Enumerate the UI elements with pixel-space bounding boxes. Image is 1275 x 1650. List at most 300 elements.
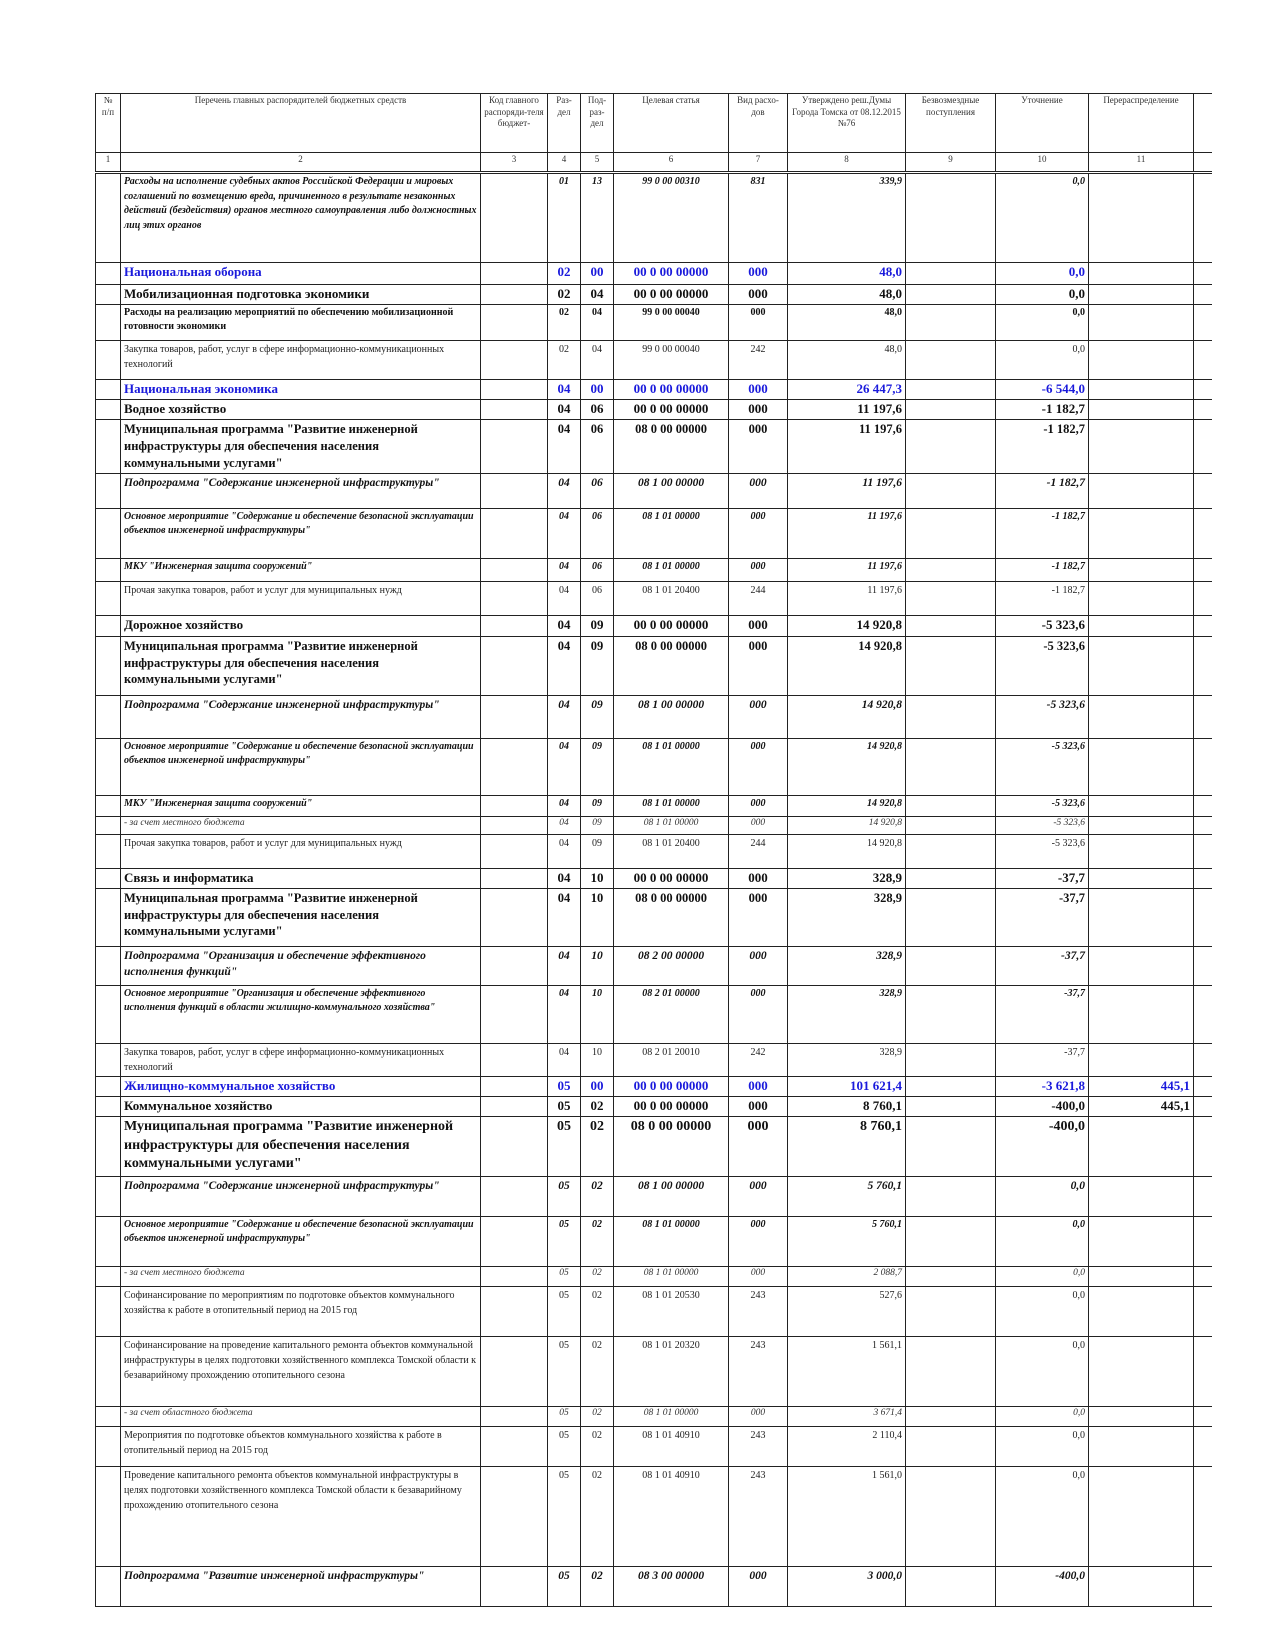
manager-code — [481, 581, 548, 615]
refinement-amount: 0,0 — [996, 173, 1089, 263]
extra-column — [1194, 1286, 1213, 1336]
row-name: Связь и информатика — [121, 868, 481, 888]
row-name: Подпрограмма "Содержание инженерной инфраструктуры" — [121, 1176, 481, 1216]
redistribution-amount — [1089, 1043, 1194, 1076]
target-article: 08 3 00 00000 — [614, 1566, 729, 1606]
row-index — [96, 285, 121, 305]
extra-column — [1194, 888, 1213, 946]
redistribution-amount — [1089, 946, 1194, 985]
target-article: 08 1 01 00000 — [614, 816, 729, 834]
extra-column — [1194, 1466, 1213, 1566]
manager-code — [481, 1406, 548, 1426]
row-name: - за счет областного бюджета — [121, 1406, 481, 1426]
approved-amount: 11 197,6 — [788, 558, 906, 581]
column-header: Целевая статья — [614, 94, 729, 153]
section-code: 05 — [548, 1406, 581, 1426]
manager-code — [481, 946, 548, 985]
manager-code — [481, 173, 548, 263]
grants-amount — [906, 380, 996, 400]
row-name: Подпрограмма "Содержание инженерной инфраструктуры" — [121, 695, 481, 738]
row-index — [96, 888, 121, 946]
row-name: Подпрограмма "Развитие инженерной инфраструктуры" — [121, 1566, 481, 1606]
refinement-amount: -1 182,7 — [996, 400, 1089, 420]
subsection-code: 00 — [581, 1076, 614, 1096]
approved-amount: 14 920,8 — [788, 834, 906, 868]
redistribution-amount — [1089, 1566, 1194, 1606]
expense-type: 000 — [729, 263, 788, 285]
approved-amount: 2 110,4 — [788, 1426, 906, 1466]
table-row — [96, 1566, 1213, 1606]
target-article: 08 0 00 00000 — [614, 636, 729, 695]
subsection-code: 02 — [581, 1266, 614, 1286]
row-name: МКУ "Инженерная защита сооружений" — [121, 795, 481, 816]
extra-column — [1194, 1216, 1213, 1266]
subsection-code: 09 — [581, 816, 614, 834]
table-row — [96, 1426, 1213, 1466]
target-article: 08 0 00 00000 — [614, 1116, 729, 1176]
row-index — [96, 380, 121, 400]
redistribution-amount — [1089, 1116, 1194, 1176]
target-article: 08 0 00 00000 — [614, 420, 729, 474]
row-index — [96, 1043, 121, 1076]
approved-amount: 3 000,0 — [788, 1566, 906, 1606]
table-row — [96, 1116, 1213, 1176]
column-header: Утверждено реш.Думы Города Томска от 08.12.2015 №76 — [788, 94, 906, 153]
manager-code — [481, 558, 548, 581]
refinement-amount: 0,0 — [996, 263, 1089, 285]
grants-amount — [906, 1176, 996, 1216]
expense-type: 000 — [729, 636, 788, 695]
expense-type: 242 — [729, 341, 788, 380]
redistribution-amount — [1089, 558, 1194, 581]
grants-amount — [906, 400, 996, 420]
section-code: 04 — [548, 816, 581, 834]
table-row — [96, 816, 1213, 834]
manager-code — [481, 473, 548, 508]
target-article: 08 1 01 20400 — [614, 581, 729, 615]
extra-column — [1194, 1176, 1213, 1216]
redistribution-amount — [1089, 285, 1194, 305]
grants-amount — [906, 816, 996, 834]
redistribution-amount — [1089, 888, 1194, 946]
extra-column — [1194, 558, 1213, 581]
extra-column — [1194, 1076, 1213, 1096]
target-article: 08 1 01 00000 — [614, 795, 729, 816]
expense-type: 000 — [729, 558, 788, 581]
redistribution-amount — [1089, 400, 1194, 420]
grants-amount — [906, 834, 996, 868]
redistribution-amount — [1089, 615, 1194, 636]
section-code: 04 — [548, 420, 581, 474]
grants-amount — [906, 615, 996, 636]
column-header: № п/п — [96, 94, 121, 153]
grants-amount — [906, 173, 996, 263]
section-code: 02 — [548, 263, 581, 285]
refinement-amount: 0,0 — [996, 1216, 1089, 1266]
approved-amount: 8 760,1 — [788, 1116, 906, 1176]
redistribution-amount — [1089, 341, 1194, 380]
table-row — [96, 305, 1213, 341]
extra-column — [1194, 636, 1213, 695]
column-header: Безвозмездные поступления — [906, 94, 996, 153]
manager-code — [481, 1466, 548, 1566]
row-name: - за счет местного бюджета — [121, 816, 481, 834]
subsection-code: 02 — [581, 1336, 614, 1406]
redistribution-amount — [1089, 305, 1194, 341]
subsection-code: 06 — [581, 420, 614, 474]
manager-code — [481, 636, 548, 695]
approved-amount: 26 447,3 — [788, 380, 906, 400]
row-index — [96, 1466, 121, 1566]
table-row — [96, 1176, 1213, 1216]
section-code: 05 — [548, 1216, 581, 1266]
approved-amount: 11 197,6 — [788, 581, 906, 615]
row-index — [96, 1116, 121, 1176]
manager-code — [481, 1286, 548, 1336]
row-index — [96, 1336, 121, 1406]
table-row — [96, 1076, 1213, 1096]
approved-amount: 48,0 — [788, 305, 906, 341]
table-row — [96, 1043, 1213, 1076]
grants-amount — [906, 985, 996, 1043]
expense-type: 243 — [729, 1466, 788, 1566]
approved-amount: 328,9 — [788, 946, 906, 985]
expense-type: 000 — [729, 615, 788, 636]
expense-type: 000 — [729, 285, 788, 305]
table-row — [96, 558, 1213, 581]
manager-code — [481, 341, 548, 380]
manager-code — [481, 1566, 548, 1606]
column-number: 5 — [581, 153, 614, 173]
subsection-code: 06 — [581, 400, 614, 420]
subsection-code: 09 — [581, 738, 614, 795]
subsection-code: 02 — [581, 1176, 614, 1216]
refinement-amount: -3 621,8 — [996, 1076, 1089, 1096]
refinement-amount: -37,7 — [996, 985, 1089, 1043]
target-article: 00 0 00 00000 — [614, 380, 729, 400]
grants-amount — [906, 341, 996, 380]
extra-column — [1194, 868, 1213, 888]
row-index — [96, 615, 121, 636]
refinement-amount: 0,0 — [996, 341, 1089, 380]
refinement-amount: -37,7 — [996, 868, 1089, 888]
target-article: 08 1 01 00000 — [614, 1406, 729, 1426]
subsection-code: 02 — [581, 1096, 614, 1116]
target-article: 08 2 01 00000 — [614, 985, 729, 1043]
section-code: 04 — [548, 508, 581, 558]
section-code: 05 — [548, 1176, 581, 1216]
expense-type: 000 — [729, 695, 788, 738]
subsection-code: 02 — [581, 1216, 614, 1266]
approved-amount: 1 561,0 — [788, 1466, 906, 1566]
row-index — [96, 1566, 121, 1606]
row-index — [96, 695, 121, 738]
manager-code — [481, 285, 548, 305]
target-article: 08 1 01 00000 — [614, 1216, 729, 1266]
extra-column — [1194, 816, 1213, 834]
redistribution-amount: 445,1 — [1089, 1076, 1194, 1096]
manager-code — [481, 1216, 548, 1266]
extra-column — [1194, 305, 1213, 341]
column-number: 9 — [906, 153, 996, 173]
manager-code — [481, 816, 548, 834]
table-row — [96, 285, 1213, 305]
target-article: 99 0 00 00040 — [614, 341, 729, 380]
approved-amount: 14 920,8 — [788, 615, 906, 636]
expense-type: 000 — [729, 508, 788, 558]
approved-amount: 11 197,6 — [788, 420, 906, 474]
manager-code — [481, 380, 548, 400]
subsection-code: 02 — [581, 1406, 614, 1426]
redistribution-amount — [1089, 1406, 1194, 1426]
grants-amount — [906, 946, 996, 985]
approved-amount: 3 671,4 — [788, 1406, 906, 1426]
target-article: 08 1 00 00000 — [614, 473, 729, 508]
redistribution-amount — [1089, 1176, 1194, 1216]
row-name: Жилищно-коммунальное хозяйство — [121, 1076, 481, 1096]
refinement-amount: 0,0 — [996, 1266, 1089, 1286]
extra-column — [1194, 581, 1213, 615]
extra-column — [1194, 173, 1213, 263]
grants-amount — [906, 1406, 996, 1426]
section-code: 05 — [548, 1286, 581, 1336]
approved-amount: 11 197,6 — [788, 508, 906, 558]
manager-code — [481, 868, 548, 888]
column-number: 11 — [1089, 153, 1194, 173]
extra-column — [1194, 946, 1213, 985]
manager-code — [481, 985, 548, 1043]
approved-amount: 328,9 — [788, 868, 906, 888]
redistribution-amount — [1089, 738, 1194, 795]
row-name: Муниципальная программа "Развитие инженерной инфраструктуры для обеспечения населения коммунальными услугами" — [121, 420, 481, 474]
redistribution-amount — [1089, 473, 1194, 508]
table-row — [96, 985, 1213, 1043]
refinement-amount: -5 323,6 — [996, 738, 1089, 795]
approved-amount: 5 760,1 — [788, 1176, 906, 1216]
row-name: Мобилизационная подготовка экономики — [121, 285, 481, 305]
subsection-code: 09 — [581, 615, 614, 636]
subsection-code: 09 — [581, 695, 614, 738]
expense-type: 000 — [729, 888, 788, 946]
expense-type: 000 — [729, 1566, 788, 1606]
row-index — [96, 946, 121, 985]
row-name: Прочая закупка товаров, работ и услуг для муниципальных нужд — [121, 581, 481, 615]
row-index — [96, 1426, 121, 1466]
approved-amount: 527,6 — [788, 1286, 906, 1336]
refinement-amount: 0,0 — [996, 1426, 1089, 1466]
refinement-amount: 0,0 — [996, 1466, 1089, 1566]
row-index — [96, 508, 121, 558]
target-article: 08 1 01 20400 — [614, 834, 729, 868]
row-index — [96, 263, 121, 285]
target-article: 08 0 00 00000 — [614, 888, 729, 946]
manager-code — [481, 263, 548, 285]
grants-amount — [906, 868, 996, 888]
subsection-code: 02 — [581, 1286, 614, 1336]
expense-type: 000 — [729, 1096, 788, 1116]
extra-column — [1194, 1426, 1213, 1466]
approved-amount: 48,0 — [788, 263, 906, 285]
section-code: 01 — [548, 173, 581, 263]
subsection-code: 04 — [581, 341, 614, 380]
extra-column — [1194, 1096, 1213, 1116]
table-row — [96, 420, 1213, 474]
manager-code — [481, 695, 548, 738]
row-index — [96, 868, 121, 888]
section-code: 02 — [548, 285, 581, 305]
refinement-amount: -37,7 — [996, 888, 1089, 946]
table-row — [96, 581, 1213, 615]
redistribution-amount — [1089, 263, 1194, 285]
redistribution-amount — [1089, 795, 1194, 816]
subsection-code: 00 — [581, 380, 614, 400]
expense-type: 000 — [729, 473, 788, 508]
section-code: 04 — [548, 615, 581, 636]
target-article: 99 0 00 00040 — [614, 305, 729, 341]
row-index — [96, 738, 121, 795]
refinement-amount: 0,0 — [996, 1406, 1089, 1426]
subsection-code: 06 — [581, 473, 614, 508]
approved-amount: 5 760,1 — [788, 1216, 906, 1266]
section-code: 04 — [548, 380, 581, 400]
extra-column — [1194, 615, 1213, 636]
column-number: 10 — [996, 153, 1089, 173]
approved-amount: 11 197,6 — [788, 400, 906, 420]
row-name: Расходы на исполнение судебных актов Российской Федерации и мировых соглашений по возмещению вреда, причиненного в результате незаконных действий (бездействия) органов местного самоуправления либо должностных лиц этих органов — [121, 173, 481, 263]
row-name: Основное мероприятие "Содержание и обеспечение безопасной эксплуатации объектов инженерной инфраструктуры" — [121, 738, 481, 795]
subsection-code: 02 — [581, 1116, 614, 1176]
table-row — [96, 380, 1213, 400]
row-name: Проведение капитального ремонта объектов коммунальной инфраструктуры в целях подготовки хозяйственного комплекса Томской области к безаварийному прохождению отопительного сезона — [121, 1466, 481, 1566]
manager-code — [481, 795, 548, 816]
budget-table — [95, 93, 1212, 1607]
target-article: 00 0 00 00000 — [614, 285, 729, 305]
section-code: 04 — [548, 868, 581, 888]
table-row — [96, 946, 1213, 985]
expense-type: 831 — [729, 173, 788, 263]
row-index — [96, 581, 121, 615]
refinement-amount: -37,7 — [996, 1043, 1089, 1076]
grants-amount — [906, 581, 996, 615]
refinement-amount: -6 544,0 — [996, 380, 1089, 400]
target-article: 99 0 00 00310 — [614, 173, 729, 263]
column-header: Под-раз-дел — [581, 94, 614, 153]
expense-type: 000 — [729, 738, 788, 795]
table-body — [96, 173, 1213, 1607]
approved-amount: 48,0 — [788, 341, 906, 380]
refinement-amount: -5 323,6 — [996, 636, 1089, 695]
manager-code — [481, 1116, 548, 1176]
row-name: Основное мероприятие "Содержание и обеспечение безопасной эксплуатации объектов инженерной инфраструктуры" — [121, 508, 481, 558]
refinement-amount: -400,0 — [996, 1116, 1089, 1176]
section-code: 02 — [548, 341, 581, 380]
grants-amount — [906, 738, 996, 795]
approved-amount: 2 088,7 — [788, 1266, 906, 1286]
subsection-code: 09 — [581, 636, 614, 695]
table-row — [96, 738, 1213, 795]
redistribution-amount — [1089, 1216, 1194, 1266]
column-number: 7 — [729, 153, 788, 173]
target-article: 00 0 00 00000 — [614, 1076, 729, 1096]
approved-amount: 8 760,1 — [788, 1096, 906, 1116]
redistribution-amount — [1089, 1266, 1194, 1286]
row-index — [96, 795, 121, 816]
grants-amount — [906, 695, 996, 738]
manager-code — [481, 305, 548, 341]
table-row — [96, 263, 1213, 285]
section-code: 04 — [548, 946, 581, 985]
expense-type: 243 — [729, 1336, 788, 1406]
table-row — [96, 795, 1213, 816]
target-article: 08 2 00 00000 — [614, 946, 729, 985]
table-row — [96, 1336, 1213, 1406]
extra-column — [1194, 738, 1213, 795]
row-name: Расходы на реализацию мероприятий по обеспечению мобилизационной готовности экономики — [121, 305, 481, 341]
section-code: 05 — [548, 1336, 581, 1406]
approved-amount: 48,0 — [788, 285, 906, 305]
section-code: 05 — [548, 1096, 581, 1116]
column-header — [1194, 94, 1213, 153]
target-article: 08 1 01 20320 — [614, 1336, 729, 1406]
column-header: Перечень главных распорядителей бюджетных средств — [121, 94, 481, 153]
table-row — [96, 868, 1213, 888]
row-index — [96, 173, 121, 263]
row-name: Основное мероприятие "Содержание и обеспечение безопасной эксплуатации объектов инженерной инфраструктуры" — [121, 1216, 481, 1266]
redistribution-amount — [1089, 695, 1194, 738]
manager-code — [481, 1076, 548, 1096]
subsection-code: 09 — [581, 834, 614, 868]
manager-code — [481, 738, 548, 795]
redistribution-amount — [1089, 636, 1194, 695]
budget-table-wrapper — [95, 93, 1212, 1607]
row-name: Основное мероприятие "Организация и обеспечение эффективного исполнения функций в области жилищно-коммунального хозяйства" — [121, 985, 481, 1043]
approved-amount: 101 621,4 — [788, 1076, 906, 1096]
extra-column — [1194, 1406, 1213, 1426]
manager-code — [481, 615, 548, 636]
extra-column — [1194, 985, 1213, 1043]
subsection-code: 00 — [581, 263, 614, 285]
section-code: 05 — [548, 1116, 581, 1176]
extra-column — [1194, 420, 1213, 474]
table-row — [96, 1406, 1213, 1426]
approved-amount: 328,9 — [788, 985, 906, 1043]
section-code: 02 — [548, 305, 581, 341]
expense-type: 000 — [729, 400, 788, 420]
approved-amount: 339,9 — [788, 173, 906, 263]
section-code: 04 — [548, 834, 581, 868]
approved-amount: 14 920,8 — [788, 738, 906, 795]
target-article: 00 0 00 00000 — [614, 263, 729, 285]
row-name: Муниципальная программа "Развитие инженерной инфраструктуры для обеспечения населения коммунальными услугами" — [121, 888, 481, 946]
subsection-code: 04 — [581, 285, 614, 305]
row-name: МКУ "Инженерная защита сооружений" — [121, 558, 481, 581]
manager-code — [481, 1043, 548, 1076]
target-article: 00 0 00 00000 — [614, 868, 729, 888]
refinement-amount: -400,0 — [996, 1566, 1089, 1606]
column-header: Вид расхо-дов — [729, 94, 788, 153]
redistribution-amount — [1089, 1426, 1194, 1466]
row-name: Мероприятия по подготовке объектов коммунального хозяйства к работе в отопительный период на 2015 год — [121, 1426, 481, 1466]
row-index — [96, 473, 121, 508]
extra-column — [1194, 695, 1213, 738]
redistribution-amount — [1089, 581, 1194, 615]
expense-type: 000 — [729, 1406, 788, 1426]
target-article: 08 1 01 00000 — [614, 738, 729, 795]
subsection-code: 10 — [581, 888, 614, 946]
approved-amount: 14 920,8 — [788, 695, 906, 738]
manager-code — [481, 1266, 548, 1286]
grants-amount — [906, 1096, 996, 1116]
